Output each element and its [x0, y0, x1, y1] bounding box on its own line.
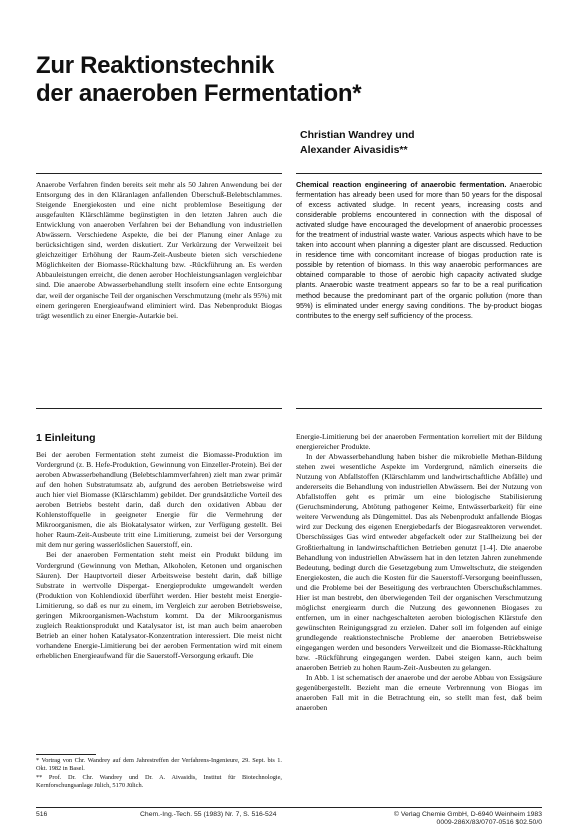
body-right-paragraph-1: Energie-Limitierung bei der anaeroben Fermentation korreliert mit der Bildung energiereicher Produkte. [296, 432, 542, 452]
title-line-1: Zur Reaktionstechnik [36, 52, 275, 79]
journal-citation: Chem.-Ing.-Tech. 55 (1983) Nr. 7, S. 516-524 [140, 811, 277, 818]
german-abstract-text: Anaerobe Verfahren finden bereits seit mehr als 50 Jahren Anwendung bei der Entsorgung des in den Kläranlagen anfallenden Überschuß-Belebtschlammes. Steigende Energiekosten und eine nicht problemlose Beseitigung der ausgefaulten Klärschlämme begünstigten in den letzten Jahren auch die Entwicklung von anaeroben Verfahren bei der Behandlung von industriellen Abwässern. Verschiedene Aspekte, die bei der Planung einer Anlage zu berücksichtigen sind, werden diskutiert. Zur Verkürzung der Verweilzeit bei gleichzeitiger Erhöhung der Raum-Zeit-Ausbeute bieten sich verschiedene Möglichkeiten der Biomasse-Rückhaltung bzw. -Rückführung an. Es werden Abbauleistungen erreicht, die denen aerober Hochleistungsanlagen vergleichbar sind. Die anaerobe Abwasserbehandlung stellt insofern eine echte Entsorgung dar, weil der organische Teil der organischen Verschmutzung (mehr als 95%) mit einem geringeren Energieaufwand eliminiert wird. Das Nebenprodukt Biogas trägt wesentlich zu einer Energie-Autarkie bei. [36, 180, 282, 320]
body-right-column [296, 432, 542, 804]
english-abstract [296, 180, 542, 402]
top-divider-left [36, 173, 282, 174]
body-left-column [36, 450, 282, 746]
footnote-1: * Vortrag von Chr. Wandrey auf dem Jahrestreffen der Verfahrens-Ingenieure, 29. Sept. bis 1. Okt. 1982 in Basel. [36, 757, 282, 773]
footnote-divider [36, 754, 96, 755]
author-line-1: Christian Wandrey und [300, 129, 415, 141]
footnotes [36, 757, 282, 797]
top-divider-right [296, 173, 542, 174]
english-abstract-text: Anaerobic fermentation has already been used for more than 50 years for the disposal of excess activated sludge. In recent years, increasing costs and considerable problems encountered in connection with the disposal of activated sludge have encouraged the development of anaerobic processes for the treatment of industrial waste water. Various aspects which have to be taken into account when planning a digester plant are discussed. Reduction in residence time with concomitant increase of biogas production rate is possible by retention of biomass. In this way anaerobic performances are obtained comparable to those of aerobic high capacity activated sludge plants. Anaerobic waste treatment appears so far to be a real purification method because the predominant part of the organic pollution (more than 95%) is eliminated under energy saving conditions. The by-product biogas contributes to the energy self sufficiency of the process. [296, 180, 542, 320]
mid-divider-right [296, 408, 542, 409]
footnote-2: ** Prof. Dr. Chr. Wandrey und Dr. A. Aivasidis, Institut für Biotechnologie, Kernforschungsanlage Jülich, 5170 Jülich. [36, 773, 282, 790]
title-line-2: der anaeroben Fermentation* [36, 80, 362, 107]
article-title [36, 52, 456, 108]
author-list [300, 128, 540, 158]
german-abstract [36, 180, 282, 402]
publisher-line: © Verlag Chemie GmbH, D-6940 Weinheim 1983 [393, 811, 542, 818]
body-left-paragraph-2: Bei der anaeroben Fermentation steht meist ein Produkt bildung im Vordergrund (Gewinnung von Methan, Alkoholen, Ketonen und organischen Säuren). Der Hauptvorteil dieser Arbeitsweise besteht darin, daß billige Substrate in wertvolle Dispergat- Energieprodukte umgewandelt werden (Produktion von Kohlendioxid überführt werden. Hier besteht meist Energie-Limitierung, so daß es nur zu einem, im Vergleich zur aeroben Betriebsweise, geringen Mikroorganismen-Wachstum kommt. Da der Mikroorganismus zugleich Reaktionsprodukt und Katalysator ist, ist man auch beim anaeroben Betrieb an einer hohen Katalysator-Konzentration interessiert. Die meist nicht vorhandene Energie-Limitierung bei der aeroben Fermentation wird mit einem erheblichen Energieaufwand für die Sauerstoff-Versorgung erkauft. Die [36, 550, 282, 660]
body-right-paragraph-3: In Abb. 1 ist schematisch der anaerobe und der aerobe Abbau von Essigsäure gegenübergestellt. Bezieht man die erneute Verbrennung von Biogas im anaeroben Fall mit in die Betrachtung ein, so stellt man fest, daß beim anaeroben [296, 673, 542, 713]
section-heading: 1 Einleitung [36, 432, 96, 444]
page-number: 516 [36, 811, 48, 818]
author-line-2: Alexander Aivasidis** [300, 144, 408, 156]
body-right-paragraph-2: In der Abwasserbehandlung haben bisher die mikrobielle Methan-Bildung stehen zwei wesentliche Aspekte im Vordergrund, nämlich einerseits die Nutzung von Abfallstoffen (Klärschlamm und landwirtschaftliche Abfälle) und andererseits die Behandlung von industriellen Abwässern. Bei der Nutzung von Abfallstoffen geht es primär um eine biologische Stabilisierung (Geruchsminderung, Abtötung pathogener Keime, Entwässerbarkeit) für eine weitere Verwendung als Düngemittel. Das als Nebenprodukt anfallende Biogas wird zur Deckung des eigenen Energiebedarfs der Biogasreaktoren verwendet. Überschüssiges Gas wird entweder abgefackelt oder zur Stallheizung bei der Großtierhaltung in landwirtschaftlichen Betrieben genutzt [1-4]. Die anaerobe Behandlung von industriellen Abwässern hat in den letzten Jahren zunehmende Bedeutung, bedingt durch die Gesetzgebung zum Umweltschutz, die steigenden Energiekosten, die auch die Kosten für die Sauerstoff-Versorgung beeinflussen, und die Probleme bei der Beseitigung des verbrauchten Überschußschlammes. Hier ist man bestrebt, den überwiegenden Teil der organischen Verschmutzung möglichst energiearm durch die Nutzung des gewonnenen Biogases zu entfernen, um in einer nachgeschalteten aeroben biologischen Klärstufe den gewünschten Reinigungsgrad zu erzielen. Daher soll im folgenden auf einige grundlegende reaktionstechnische Probleme der anaeroben Betriebsweise eingegangen werden und besonders Verweilzeit und die Biomasse-Rückhaltung bzw. -Rückführung eingegangen werden. Dabei steigen kann, auch beim anaeroben Betrieb zu hohen Raum-Zeit-Ausbeuten zu gelangen. [296, 452, 542, 673]
issn-line: 0009-286X/83/0707-0516 $02.50/0 [436, 819, 542, 826]
mid-divider-left [36, 408, 282, 409]
footer-divider [36, 807, 542, 808]
english-abstract-heading: Chemical reaction engineering of anaerobic fermentation. [296, 180, 507, 189]
body-left-paragraph-1: Bei der aeroben Fermentation steht zumeist die Biomasse-Produktion im Vordergrund (z. B. Hefe-Produktion, Gewinnung von Einzeller-Protein). Bei der aeroben Abwasserbehandlung (Belebtschlammverfahren) zielt man zwar primär auf den hohen Substratumsatz ab, aufgrund des aeroben Betriebsweise wird auch hier viel Biomasse (Klärschlamm) gebildet. Der grundsätzliche Vorteil des aeroben Betriebs besteht darin, daß durch den oxidativen Abbau der Kohlenstoffquelle in geeigneter Energie für die Vermehrung der Mikroorganismen, die als Biokatalysator wirken, zur Verfügung gestellt. Bei hoher Raum-Zeit-Ausbeute tritt eine Limitierung, zumeist bei der Versorgung mit dem nur gering wasserlöslichen Sauerstoff, ein. [36, 450, 282, 550]
